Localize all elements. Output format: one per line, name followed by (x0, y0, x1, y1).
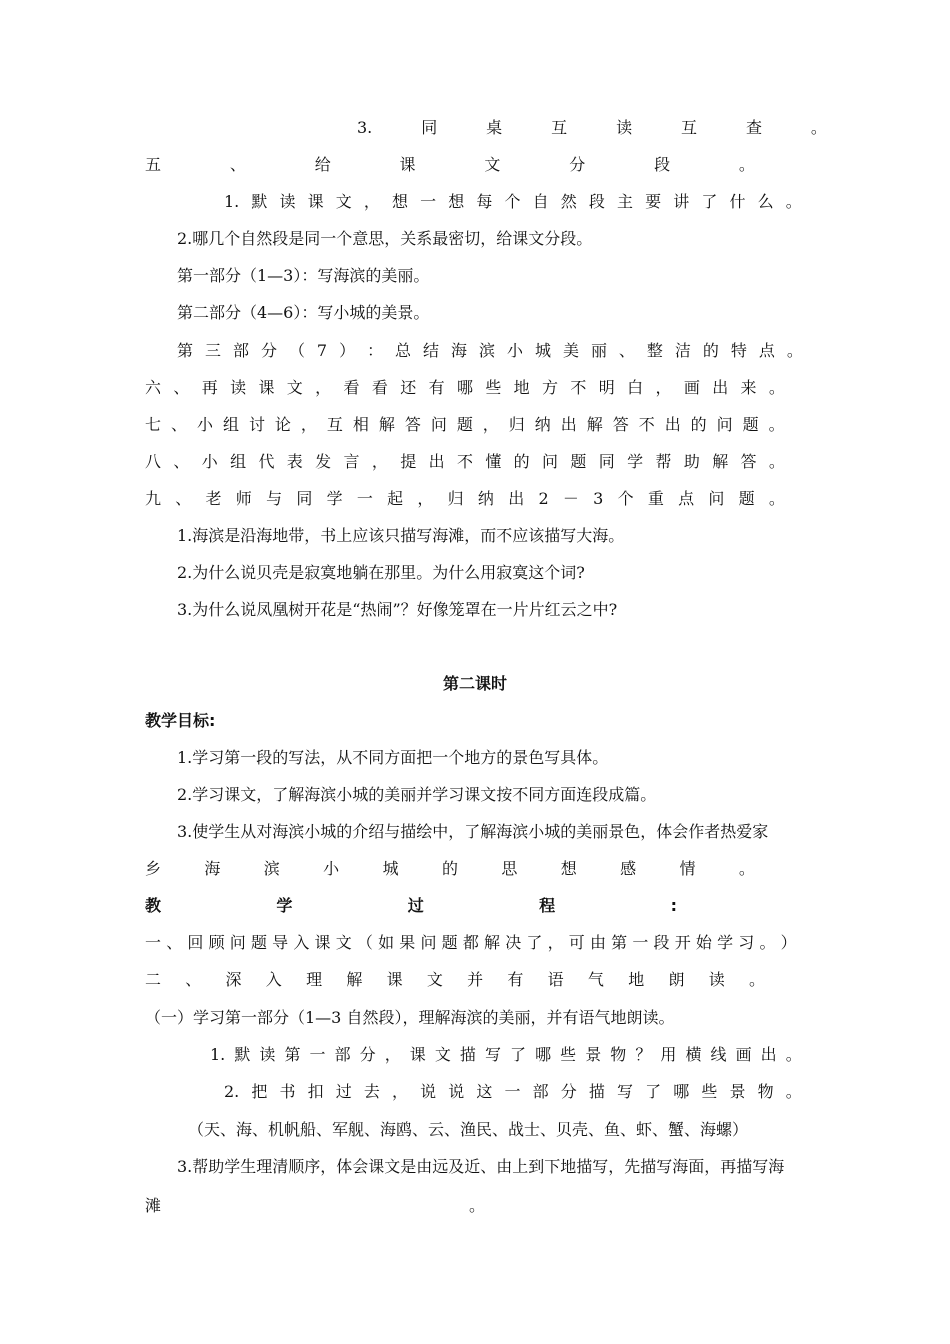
line-l22: 一 、 回 顾 问 题 导 入 课 文 （ 如 果 问 题 都 解 决 了 ， 可 由 第 一 段 开 始 学 习 。 ） (145, 933, 797, 952)
line-l23: 二 、 深 入 理 解 课 文 并 有 语 气 地 朗 读 。 (145, 970, 765, 989)
line-l1: 3. 同 桌 互 读 互 查 。 (357, 118, 827, 137)
line-l14: 3.为什么说凤凰树开花是“热闹”？好像笼罩在一片片红云之中? (177, 600, 618, 619)
line-l24: （一）学习第一部分（1—3 自然段），理解海滨的美丽，并有语气地朗读。 (145, 1008, 675, 1027)
line-l28: 3.帮助学生理清顺序，体会课文是由远及近、由上到下地描写，先描写海面，再描写海 (177, 1157, 785, 1176)
process-heading: 教 学 过 程 : (145, 896, 677, 915)
line-l3: 1. 默 读 课 文 ， 想 一 想 每 个 自 然 段 主 要 讲 了 什 么 。 (224, 192, 802, 211)
line-l25: 1. 默 读 第 一 部 分 ， 课 文 描 写 了 哪 些 景 物 ？ 用 横 线 画 出 。 (210, 1045, 802, 1064)
section-title: 第二课时 (442, 674, 507, 693)
line-l6: 第二部分（4—6）：写小城的美景。 (177, 303, 430, 322)
line-l12: 1.海滨是沿海地带，书上应该只描写海滩，而不应该描写大海。 (177, 526, 625, 545)
line-l27: （天、海、机帆船、军舰、海鸥、云、渔民、战士、贝壳、鱼、虾、蟹、海螺） (188, 1120, 749, 1139)
line-l18: 2.学习课文，了解海滨小城的美丽并学习课文按不同方面连段成篇。 (177, 785, 657, 804)
line-l8: 六 、 再 读 课 文 ， 看 看 还 有 哪 些 地 方 不 明 白 ， 画 出 来 。 (145, 378, 785, 397)
line-l13: 2.为什么说贝壳是寂寞地躺在那里。为什么用寂寞这个词? (177, 563, 585, 582)
line-l11: 九 、 老 师 与 同 学 一 起 ， 归 纳 出 2 － 3 个 重 点 问 题 。 (145, 489, 785, 508)
line-l20: 乡 海 滨 小 城 的 思 想 感 情 。 (145, 859, 755, 878)
line-l29: 滩 。 (145, 1196, 485, 1215)
line-l4: 2.哪几个自然段是同一个意思，关系最密切，给课文分段。 (177, 229, 593, 248)
objectives-heading: 教学目标: (145, 711, 216, 730)
line-l5: 第一部分（1—3）：写海滨的美丽。 (177, 266, 430, 285)
line-l26: 2. 把 书 扣 过 去 ， 说 说 这 一 部 分 描 写 了 哪 些 景 物 。 (224, 1082, 802, 1101)
line-l10: 八 、 小 组 代 表 发 言 ， 提 出 不 懂 的 问 题 同 学 帮 助 解 答 。 (145, 452, 785, 471)
line-l7: 第 三 部 分 （ 7 ） ： 总 结 海 滨 小 城 美 丽 、 整 洁 的 特 点 。 (177, 341, 803, 360)
line-l2: 五 、 给 课 文 分 段 。 (145, 155, 755, 174)
line-l19: 3.使学生从对海滨小城的介绍与描绘中，了解海滨小城的美丽景色，体会作者热爱家 (177, 822, 769, 841)
line-l17: 1.学习第一段的写法，从不同方面把一个地方的景色写具体。 (177, 748, 609, 767)
line-l9: 七 、 小 组 讨 论 ， 互 相 解 答 问 题 ， 归 纳 出 解 答 不 出 的 问 题 。 (145, 415, 785, 434)
